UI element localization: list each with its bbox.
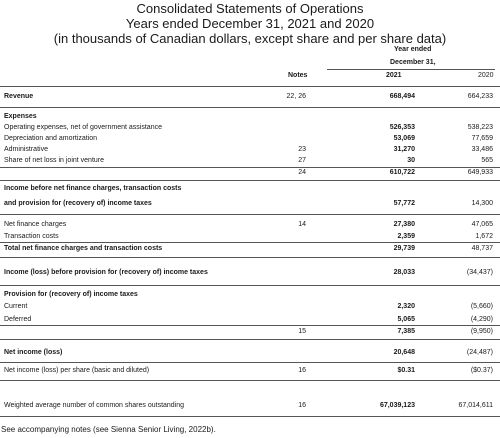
row-value-2021: 28,033: [393, 269, 415, 276]
divider: [0, 285, 500, 286]
row-income-before-finance: [4, 199, 495, 209]
divider: [0, 107, 500, 108]
row-value-2021: 5,065: [397, 316, 415, 323]
row-label: Income before net finance charges, transaction costs: [4, 185, 182, 192]
title-line-1: Consolidated Statements of Operations: [136, 1, 364, 16]
row-joint-venture: [4, 156, 495, 166]
divider: [0, 257, 500, 258]
divider: [0, 339, 500, 340]
header-year-ended: Year ended: [394, 46, 432, 53]
row-label: Deferred: [4, 316, 32, 323]
row-value-2021: 53,069: [393, 135, 415, 142]
header-2021: 2021: [386, 72, 402, 79]
header-notes: Notes: [288, 72, 308, 79]
row-value-2021: 27,380: [393, 221, 415, 228]
divider: [0, 214, 500, 215]
divider: [0, 380, 500, 381]
row-value-2020: (5,660): [470, 303, 493, 310]
title-line-2: Years ended December 31, 2021 and 2020: [125, 16, 375, 31]
row-value-2020: 67,014,611: [458, 402, 493, 409]
row-label: Transaction costs: [4, 233, 59, 240]
row-value-2020: 565: [481, 157, 493, 164]
row-notes: 16: [298, 402, 306, 409]
row-value-2021: 31,270: [393, 146, 415, 153]
row-notes: 16: [298, 367, 306, 374]
row-value-2021: 610,722: [389, 169, 415, 176]
row-notes: 27: [298, 157, 306, 164]
row-label: Net income (loss) per share (basic and diluted): [4, 367, 150, 374]
row-provision-heading: [4, 290, 495, 300]
row-label: Administrative: [4, 146, 48, 153]
row-value-2020: (4,290): [470, 316, 493, 323]
row-depreciation: [4, 134, 495, 144]
row-operating-expenses: [4, 123, 495, 133]
row-eps: [4, 366, 495, 376]
row-net-finance-charges: [4, 220, 495, 230]
divider: [0, 325, 500, 326]
row-value-2021: 7,385: [397, 328, 415, 335]
row-value-2021: 67,039,123: [379, 402, 415, 409]
row-value-2021: 29,739: [393, 245, 415, 252]
row-label: Provision for (recovery of) income taxes: [4, 291, 138, 298]
row-provision-total: [4, 327, 495, 337]
row-value-2021: 30: [407, 157, 415, 164]
row-value-2020: ($0.37): [470, 367, 493, 374]
row-label: Operating expenses, net of government assistance: [4, 124, 162, 131]
row-value-2020: 538,223: [467, 124, 493, 131]
row-notes: 15: [298, 328, 306, 335]
row-label: Weighted average number of common shares outstanding: [4, 402, 185, 409]
divider: [0, 242, 500, 243]
title-line-3: (in thousands of Canadian dollars, except share and per share data): [53, 31, 447, 46]
row-net-income: [4, 348, 495, 358]
divider: [0, 362, 500, 363]
row-weighted-shares: [4, 401, 495, 411]
row-value-2021: 20,648: [393, 349, 415, 356]
row-income-before-finance-heading: [4, 184, 495, 194]
header-bottom-rule: [0, 86, 500, 87]
row-value-2021: 2,359: [397, 233, 415, 240]
header-december: December 31,: [390, 59, 436, 66]
row-revenue: [4, 92, 495, 102]
footnote: See accompanying notes (see Sienna Senior Living, 2022b).: [1, 425, 216, 434]
row-value-2021: 57,772: [393, 200, 415, 207]
row-total-net-finance: [4, 244, 495, 254]
row-notes: 24: [298, 169, 306, 176]
header-rule: [327, 69, 495, 70]
row-label: Expenses: [4, 113, 37, 120]
row-value-2020: (24,487): [466, 349, 493, 356]
row-value-2020: (9,950): [470, 328, 493, 335]
row-label: Current: [4, 303, 28, 310]
row-expenses-heading: [4, 112, 495, 122]
row-notes: 22, 26: [286, 93, 306, 100]
row-notes: 23: [298, 146, 306, 153]
row-value-2020: 14,300: [471, 200, 493, 207]
row-value-2020: 33,486: [471, 146, 493, 153]
row-label: and provision for (recovery of) income taxes: [4, 200, 152, 207]
row-label: Income (loss) before provision for (recovery of) income taxes: [4, 269, 208, 276]
row-provision-deferred: [4, 315, 495, 325]
row-administrative: [4, 145, 495, 155]
row-label: Total net finance charges and transaction costs: [4, 245, 163, 252]
row-income-before-taxes: [4, 268, 495, 278]
row-value-2020: 649,933: [467, 169, 493, 176]
row-expenses-total: [4, 168, 495, 178]
row-label: Share of net loss in joint venture: [4, 157, 105, 164]
row-value-2020: 1,672: [475, 233, 493, 240]
header-2020: 2020: [478, 72, 494, 79]
row-value-2020: 77,659: [471, 135, 493, 142]
divider: [0, 180, 500, 181]
row-label: Revenue: [4, 93, 34, 100]
row-label: Net income (loss): [4, 349, 63, 356]
row-label: Net finance charges: [4, 221, 67, 228]
statement-title: [0, 0, 500, 46]
row-value-2020: 48,737: [471, 245, 493, 252]
row-value-2020: 47,065: [471, 221, 493, 228]
row-value-2021: 526,353: [389, 124, 415, 131]
row-provision-current: [4, 302, 495, 312]
divider: [0, 416, 500, 417]
row-value-2020: (34,437): [466, 269, 493, 276]
row-label: Depreciation and amortization: [4, 135, 97, 142]
row-value-2021: 668,494: [389, 93, 415, 100]
row-notes: 14: [298, 221, 306, 228]
row-value-2021: $0.31: [397, 367, 415, 374]
row-transaction-costs: [4, 232, 495, 242]
row-value-2020: 664,233: [467, 93, 493, 100]
row-value-2021: 2,320: [397, 303, 415, 310]
